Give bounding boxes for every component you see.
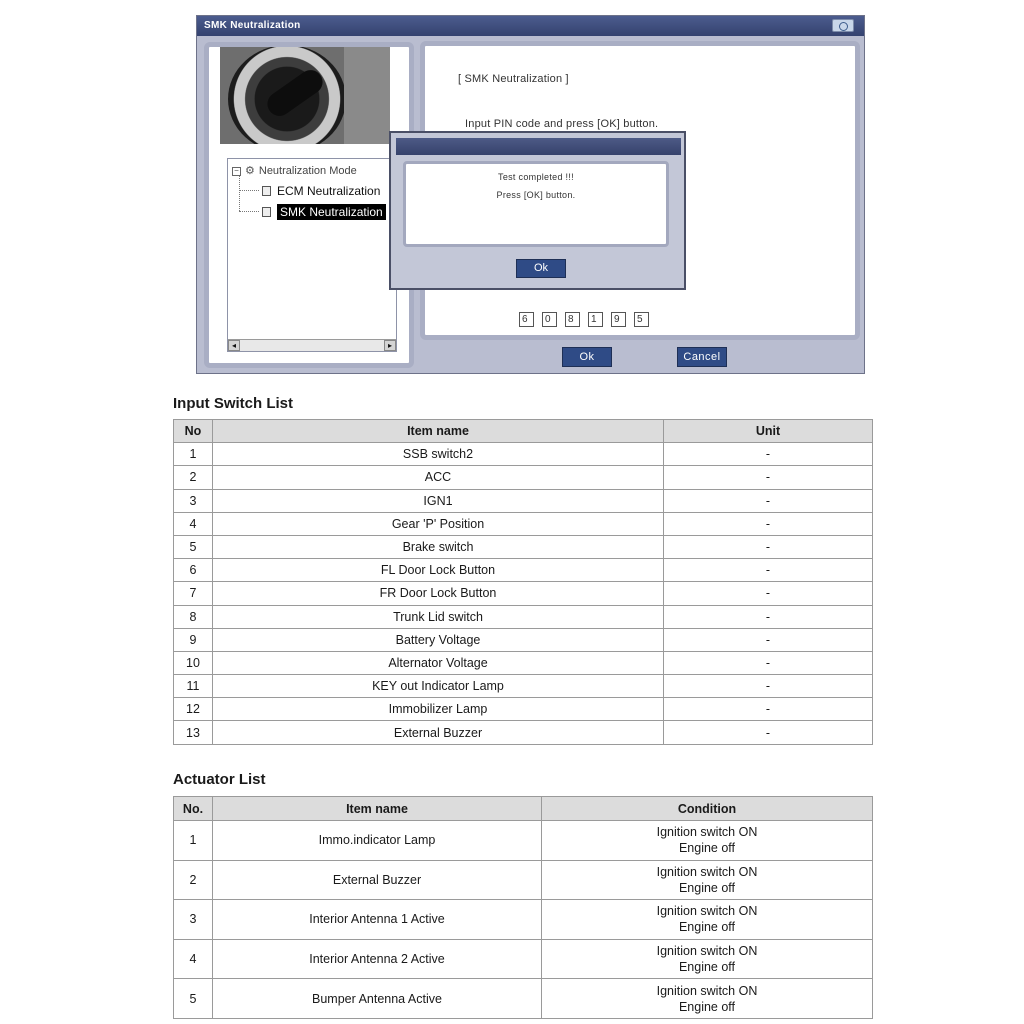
photo-background <box>344 47 390 144</box>
condition-line: Ignition switch ON <box>656 864 758 879</box>
item-name: KEY out Indicator Lamp <box>213 675 664 698</box>
row-number: 9 <box>174 628 213 651</box>
table-row <box>174 512 873 535</box>
pin-digit-input[interactable]: 5 <box>634 312 649 327</box>
pin-digit-input[interactable]: 8 <box>565 312 580 327</box>
row-number: 12 <box>174 698 213 721</box>
condition-line: Ignition switch ON <box>656 944 758 959</box>
input-switch-table <box>173 419 873 745</box>
pin-code-inputs <box>519 309 657 325</box>
input-switch-list-title: Input Switch List <box>173 395 293 412</box>
table-row <box>174 979 873 1019</box>
item-name: IGN1 <box>213 489 664 512</box>
condition-line: Engine off <box>678 960 736 975</box>
gear-icon: ⚙ <box>245 165 255 177</box>
unit: - <box>664 489 873 512</box>
condition-line: Engine off <box>678 999 736 1014</box>
test-completed-dialog <box>389 131 686 290</box>
item-name: Immo.indicator Lamp <box>213 821 542 861</box>
condition-line: Engine off <box>678 880 736 895</box>
item-name: External Buzzer <box>213 860 542 900</box>
tree-horizontal-scrollbar[interactable] <box>228 339 396 351</box>
actuator-list-title: Actuator List <box>173 771 266 788</box>
pin-digit-input[interactable]: 1 <box>588 312 603 327</box>
item-name: ACC <box>213 466 664 489</box>
row-number: 5 <box>174 535 213 558</box>
condition <box>542 939 873 979</box>
window-title-bar <box>197 16 864 36</box>
tree-item-smk-neutralization[interactable] <box>262 205 386 219</box>
table-header-row <box>174 420 873 443</box>
neutralization-tree <box>227 158 397 352</box>
row-number: 5 <box>174 979 213 1019</box>
document-icon <box>262 186 271 196</box>
table-row <box>174 821 873 861</box>
item-name: Gear 'P' Position <box>213 512 664 535</box>
cancel-button[interactable]: Cancel <box>677 347 727 367</box>
unit: - <box>664 628 873 651</box>
camera-icon[interactable] <box>832 19 854 32</box>
table-row <box>174 721 873 744</box>
unit: - <box>664 698 873 721</box>
item-name: Brake switch <box>213 535 664 558</box>
actuator-table <box>173 796 873 1019</box>
scroll-left-icon[interactable]: ◂ <box>228 340 240 351</box>
dialog-ok-button[interactable]: Ok <box>516 259 566 278</box>
column-header: No. <box>174 797 213 821</box>
row-number: 8 <box>174 605 213 628</box>
unit: - <box>664 582 873 605</box>
condition-line: Ignition switch ON <box>656 983 758 998</box>
scroll-right-icon[interactable]: ▸ <box>384 340 396 351</box>
table-row <box>174 582 873 605</box>
condition <box>542 860 873 900</box>
column-header: Condition <box>542 797 873 821</box>
window-title: SMK Neutralization <box>204 20 301 31</box>
item-name: FR Door Lock Button <box>213 582 664 605</box>
table-row <box>174 675 873 698</box>
table-row <box>174 860 873 900</box>
collapse-icon[interactable]: − <box>232 167 241 176</box>
table-row <box>174 605 873 628</box>
pin-digit-input[interactable]: 9 <box>611 312 626 327</box>
table-row <box>174 628 873 651</box>
ignition-key-photo <box>220 47 390 144</box>
table-row <box>174 559 873 582</box>
table-row <box>174 535 873 558</box>
item-name: Battery Voltage <box>213 628 664 651</box>
column-header: No <box>174 420 213 443</box>
unit: - <box>664 721 873 744</box>
smk-neutralization-window <box>196 15 865 374</box>
unit: - <box>664 535 873 558</box>
row-number: 11 <box>174 675 213 698</box>
item-name: FL Door Lock Button <box>213 559 664 582</box>
item-name: External Buzzer <box>213 721 664 744</box>
item-name: Interior Antenna 1 Active <box>213 900 542 940</box>
row-number: 4 <box>174 939 213 979</box>
column-header: Unit <box>664 420 873 443</box>
dialog-title-bar <box>396 138 681 155</box>
dialog-message: Test completed !!! <box>498 172 574 182</box>
row-number: 3 <box>174 900 213 940</box>
unit: - <box>664 466 873 489</box>
dialog-instruction: Press [OK] button. <box>496 190 576 200</box>
column-header: Item name <box>213 420 664 443</box>
ok-button[interactable]: Ok <box>562 347 612 367</box>
condition-line: Engine off <box>678 920 736 935</box>
tree-root[interactable] <box>232 164 357 177</box>
row-number: 10 <box>174 651 213 674</box>
condition-line: Engine off <box>678 841 736 856</box>
row-number: 2 <box>174 860 213 900</box>
item-name: Bumper Antenna Active <box>213 979 542 1019</box>
panel-heading: [ SMK Neutralization ] <box>458 73 569 85</box>
unit: - <box>664 559 873 582</box>
document-icon <box>262 207 271 217</box>
pin-digit-input[interactable]: 0 <box>542 312 557 327</box>
row-number: 6 <box>174 559 213 582</box>
condition-line: Ignition switch ON <box>656 904 758 919</box>
table-row <box>174 939 873 979</box>
tree-root-label: Neutralization Mode <box>258 165 357 177</box>
unit: - <box>664 605 873 628</box>
column-header: Item name <box>213 797 542 821</box>
tree-item-label: SMK Neutralization <box>277 204 386 220</box>
unit: - <box>664 443 873 466</box>
item-name: Immobilizer Lamp <box>213 698 664 721</box>
table-row <box>174 489 873 512</box>
condition <box>542 979 873 1019</box>
table-row <box>174 443 873 466</box>
tree-item-label: ECM Neutralization <box>277 184 381 198</box>
unit: - <box>664 512 873 535</box>
table-row <box>174 466 873 489</box>
item-name: Interior Antenna 2 Active <box>213 939 542 979</box>
item-name: SSB switch2 <box>213 443 664 466</box>
condition <box>542 821 873 861</box>
condition-line: Ignition switch ON <box>656 825 758 840</box>
row-number: 3 <box>174 489 213 512</box>
tree-item-ecm-neutralization[interactable] <box>262 184 380 198</box>
row-number: 1 <box>174 443 213 466</box>
unit: - <box>664 651 873 674</box>
condition <box>542 900 873 940</box>
table-row <box>174 900 873 940</box>
row-number: 2 <box>174 466 213 489</box>
table-header-row <box>174 797 873 821</box>
row-number: 7 <box>174 582 213 605</box>
unit: - <box>664 675 873 698</box>
item-name: Alternator Voltage <box>213 651 664 674</box>
row-number: 1 <box>174 821 213 861</box>
dialog-message-box <box>403 161 669 247</box>
item-name: Trunk Lid switch <box>213 605 664 628</box>
pin-digit-input[interactable]: 6 <box>519 312 534 327</box>
table-row <box>174 698 873 721</box>
table-row <box>174 651 873 674</box>
pin-instruction: Input PIN code and press [OK] button. <box>465 118 659 130</box>
row-number: 4 <box>174 512 213 535</box>
row-number: 13 <box>174 721 213 744</box>
